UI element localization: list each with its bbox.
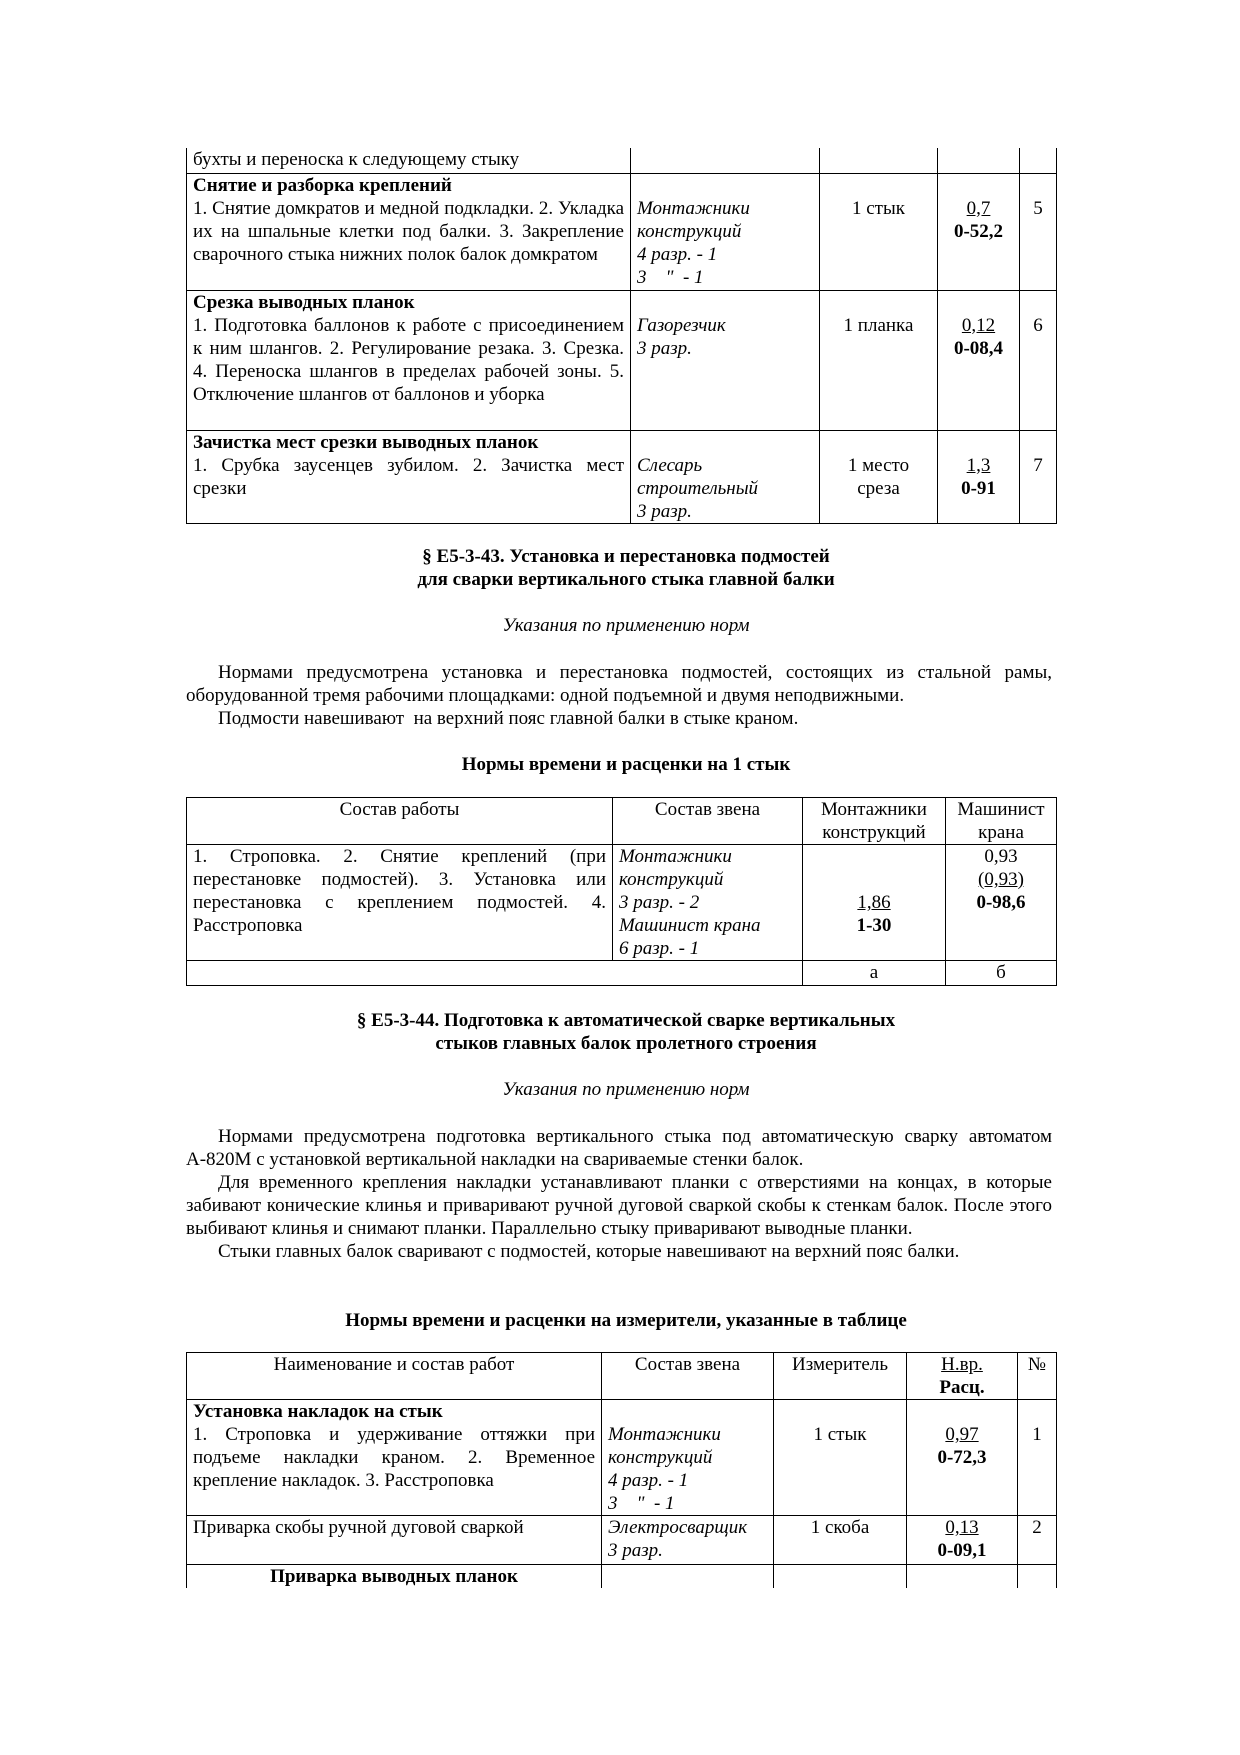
table-header-row — [187, 798, 1057, 845]
price: 1-30 — [856, 915, 892, 936]
row-number: 5 — [1020, 173, 1057, 290]
table-row — [187, 1400, 1057, 1516]
price: 0-91 — [961, 477, 996, 499]
row-number: 6 — [1020, 290, 1057, 430]
section-text: Нормами предусмотрена подготовка вертикального стыка под автоматическую сварку автоматом А-820М с установкой вертикальной накладки на свариваемые стенки балок. Для временного крепления накладки устанавливают планки с отверстиями на концах, в которые забивают конические клинья и приваривают ручной дуговой сваркой скобы к стенкам балок. После этого выбивают клинья и снимают планки. Параллельно стыку приваривают выводные планки. Стыки главных балок сваривают с подмостей, которые навешивают на верхний пояс балки. — [186, 1126, 1052, 1262]
work-description: 1. Срубка заусенцев зубилом. 2. Зачистка мест срезки — [193, 454, 624, 499]
crew-composition: Монтажники конструкций 4 разр. - 1 3 " - 1 — [631, 173, 820, 290]
column-index: б — [946, 961, 1057, 986]
price: 0-98,6 — [976, 892, 1026, 913]
price: 0-08,4 — [953, 337, 1004, 359]
table-row — [187, 173, 1057, 290]
crew-composition: Электросварщик 3 разр. — [602, 1516, 774, 1565]
column-header: Монтажники конструкций — [803, 798, 946, 845]
time-norm: 0,93 — [984, 846, 1018, 867]
section-text: Нормами предусмотрена установка и перестановка подмостей, состоящих из стальной рамы, оборудованной тремя рабочими площадками: одной подъемной и двумя неподвижными. Подмости навешивают на верхний пояс главной балки в стыке краном. — [186, 662, 1052, 729]
unit-cell: 1 скоба — [774, 1516, 907, 1565]
column-header: Машинист крана — [946, 798, 1057, 845]
section-title: § Е5-3-44. Подготовка к автоматической сварке вертикальных стыков главных балок пролетного строения — [356, 1010, 896, 1054]
work-group-title: Приварка выводных планок — [270, 1566, 518, 1587]
unit-cell: 1 стык — [820, 173, 938, 290]
norm-cell — [938, 173, 1020, 290]
norm-cell — [946, 845, 1057, 961]
row-number: 1 — [1018, 1400, 1057, 1516]
crew-composition: Монтажники конструкций 4 разр. - 1 3 " - 1 — [602, 1400, 774, 1516]
unit-cell: 1 стык — [774, 1400, 907, 1516]
table-row — [187, 1516, 1057, 1565]
table-title: Нормы времени и расценки на измерители, указанные в таблице — [345, 1310, 907, 1331]
row-number: 7 — [1020, 430, 1057, 523]
column-index: а — [803, 961, 946, 986]
time-norm: 0,13 — [945, 1517, 979, 1538]
section-subtitle: Указания по применению норм — [502, 1079, 750, 1100]
column-header: Состав звена — [613, 798, 803, 845]
work-description: 1. Строповка. 2. Снятие креплений (при перестановке подмостей). 3. Установка или перестановка с креплением подмостей. 4. Расстроповка — [187, 845, 613, 961]
norm-cell — [907, 1400, 1018, 1516]
time-norm: 0,97 — [945, 1424, 979, 1445]
time-norm: 1,86 — [857, 892, 891, 913]
column-header: Состав звена — [602, 1353, 774, 1400]
work-group-title: Установка накладок на стык — [193, 1401, 443, 1422]
norms-table-continued — [186, 148, 1057, 524]
work-group-title: Снятие и разборка креплений — [193, 174, 452, 196]
crew-composition: Монтажники конструкций 3 разр. - 2 Машинист крана 6 разр. - 1 — [613, 845, 803, 961]
norm-cell — [907, 1516, 1018, 1565]
time-norm: 0,7 — [966, 197, 991, 219]
table-row — [187, 845, 1057, 961]
crew-composition: Слесарь строительный 3 разр. — [631, 430, 820, 523]
row-number: 2 — [1018, 1516, 1057, 1565]
column-header: Н.вр. Расц. — [907, 1353, 1018, 1400]
norms-table-43 — [186, 797, 1057, 986]
crew-composition: Газорезчик 3 разр. — [631, 290, 820, 430]
work-group-title: Срезка выводных планок — [193, 291, 415, 313]
table-row — [187, 1565, 1057, 1589]
norm-cell — [938, 290, 1020, 430]
section-title: § Е5-3-43. Установка и перестановка подмостей для сварки вертикального стыка главной балки — [417, 546, 835, 590]
time-norm: 1,3 — [966, 454, 991, 476]
norms-table-44 — [186, 1352, 1057, 1588]
section-subtitle: Указания по применению норм — [502, 615, 750, 636]
table-row — [187, 148, 1057, 173]
price: 0-52,2 — [953, 220, 1004, 242]
table-header-row — [187, 1353, 1057, 1400]
work-description: 1. Снятие домкратов и медной подкладки. 2. Укладка их на шпальные клетки под балки. 3. Закрепление сварочного стыка нижних полок балок домкратом — [193, 197, 624, 265]
time-norm: 0,12 — [961, 314, 996, 336]
column-header: № — [1018, 1353, 1057, 1400]
price: 0-72,3 — [937, 1447, 987, 1468]
price: 0-09,1 — [937, 1540, 987, 1561]
time-norm-paren: (0,93) — [978, 869, 1024, 890]
column-header: Измеритель — [774, 1353, 907, 1400]
column-header: Состав работы — [187, 798, 613, 845]
norm-cell — [803, 845, 946, 961]
table-row — [187, 430, 1057, 523]
work-description: Приварка скобы ручной дуговой сваркой — [187, 1516, 602, 1565]
work-description: 1. Подготовка баллонов к работе с присоединением к ним шлангов. 2. Регулирование резака. 3. Срезка. 4. Переноска шлангов в пределах рабочей зоны. 5. Отключение шлангов от баллонов и уборка — [193, 314, 624, 405]
work-group-title: Зачистка мест срезки выводных планок — [193, 431, 539, 453]
table-title: Нормы времени и расценки на 1 стык — [461, 754, 791, 775]
work-description: бухты и переноска к следующему стыку — [187, 148, 631, 173]
column-header: Наименование и состав работ — [187, 1353, 602, 1400]
unit-cell: 1 место среза — [820, 430, 938, 523]
work-description: 1. Строповка и удерживание оттяжки при подъеме накладки краном. 2. Временное крепление накладок. 3. Расстроповка — [193, 1424, 595, 1491]
table-row — [187, 290, 1057, 430]
norm-cell — [938, 430, 1020, 523]
unit-cell: 1 планка — [820, 290, 938, 430]
table-footer-row — [187, 961, 1057, 986]
